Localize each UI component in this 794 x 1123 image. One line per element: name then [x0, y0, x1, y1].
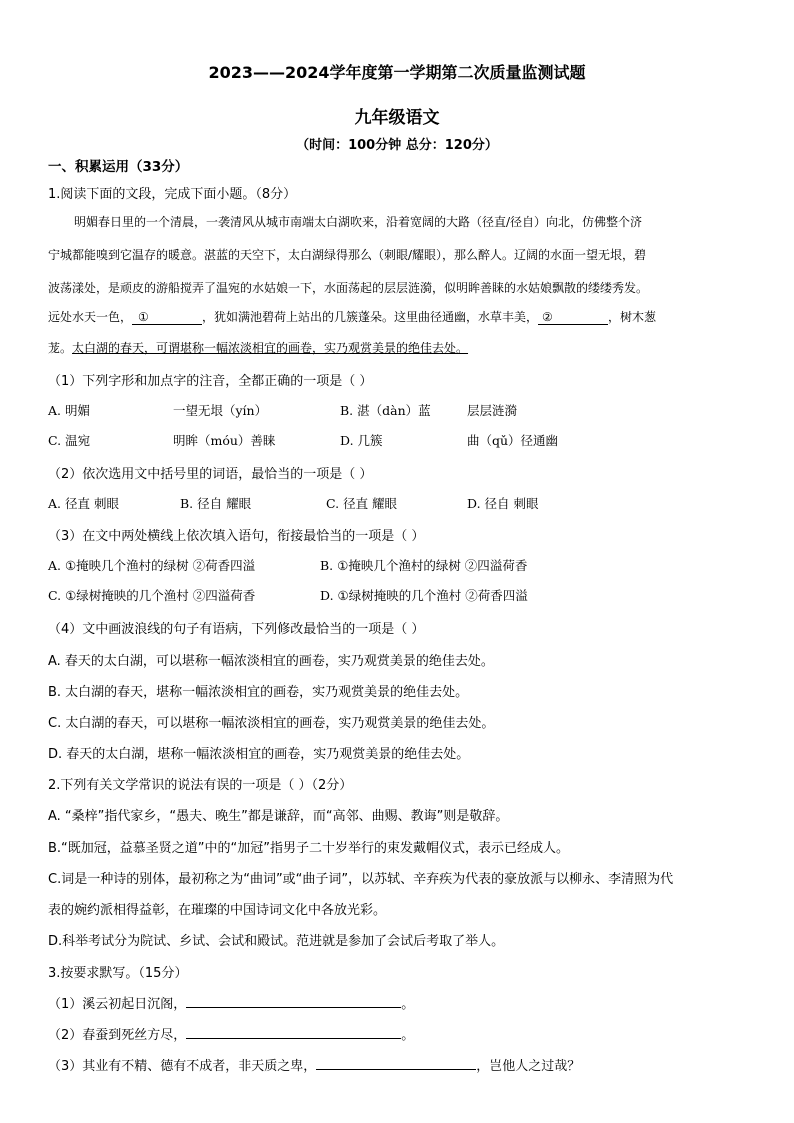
option-a[interactable]: A. 明媚	[48, 403, 90, 418]
wavy-underlined-sentence: 太白湖的春天，可谓堪称一幅浓淡相宜的画卷，实乃观赏美景的绝佳去处。	[72, 341, 469, 355]
option-c[interactable]: C.词是一种诗的别体，最初称之为“曲词”或“曲子词”，以苏轼、辛弃疾为代表的豪放派与以柳永、李清照为代	[48, 872, 674, 887]
q1-sub4-stem: （4）文中画波浪线的句子有语病，下列修改最恰当的一项是（ ）	[48, 622, 425, 637]
option-b-word: 层层涟漪	[467, 403, 518, 418]
option-b[interactable]: B. 径自 耀眼	[180, 496, 252, 511]
option-a[interactable]: A. 春天的太白湖，可以堪称一幅浓淡相宜的画卷，实乃观赏美景的绝佳去处。	[48, 654, 494, 669]
q2-stem: 2.下列有关文学常识的说法有误的一项是（ ）（2分）	[48, 778, 353, 793]
fill-blank-1[interactable]	[132, 310, 202, 325]
exam-title: 2023——2024学年度第一学期第二次质量监测试题	[208, 63, 586, 82]
exam-info: （时间：100分钟 总分：120分）	[296, 138, 498, 153]
passage-line-2: 宁城都能嗅到它温存的暖意。湛蓝的天空下，太白湖绿得那么（刺眼/耀眼），那么醉人。辽阔的水面一望无垠，碧	[48, 248, 647, 262]
option-d[interactable]: D. 春天的太白湖，堪称一幅浓淡相宜的画卷，实乃观赏美景的绝佳去处。	[48, 747, 470, 762]
option-b[interactable]: B.“既加冠，益慕圣贤之道”中的“加冠”指男子二十岁举行的束发戴帽仪式，表示已经成人。	[48, 841, 569, 856]
fill-blank-2[interactable]	[538, 310, 608, 325]
option-b[interactable]: B. 湛（dàn）蓝	[340, 403, 431, 418]
passage-line-5	[48, 339, 468, 356]
q1-sub2-stem: （2）依次选用文中括号里的词语，最恰当的一项是（ ）	[48, 467, 373, 482]
dictation-item-2	[48, 1024, 414, 1043]
option-d[interactable]: D.科举考试分为院试、乡试、会试和殿试。范进就是参加了会试后考取了举人。	[48, 934, 505, 949]
section-heading: 一、积累运用（33分）	[48, 159, 189, 175]
blank-marker: ②	[542, 310, 553, 324]
dictation-end: ，岂他人之过哉？	[476, 1059, 581, 1074]
passage-text: ，犹如满池碧荷上站出的几簇蓬朵。这里曲径通幽，水草丰美，	[202, 310, 539, 324]
q1-sub3-stem: （3）在文中两处横线上依次填入语句，衔接最恰当的一项是（ ）	[48, 529, 425, 544]
option-a[interactable]: A. ①掩映几个渔村的绿树 ②荷香四溢	[48, 558, 256, 573]
passage-line-3: 波荡漾处，是顽皮的游船搅弄了温宛的水姑娘一下，水面荡起的层层涟漪，似明眸善睐的水姑娘飘散的缕缕秀发。	[48, 281, 649, 295]
option-c[interactable]: C. ①绿树掩映的几个渔村 ②四溢荷香	[48, 588, 256, 603]
q1-sub1-stem: （1）下列字形和加点字的注音，全都正确的一项是（ ）	[48, 374, 373, 389]
option-c-pinyin: 明眸（móu）善睐	[173, 433, 276, 448]
dictation-end: 。	[401, 1028, 415, 1043]
option-a[interactable]: A. 径直 刺眼	[48, 496, 119, 511]
passage-line-1: 明媚春日里的一个清晨，一袭清风从城市南端太白湖吹来，沿着宽阔的大路（径直/径自）向北，仿佛整个济	[74, 215, 643, 229]
option-c-cont: 表的婉约派相得益彰，在璀璨的中国诗词文化中各放光彩。	[48, 903, 387, 918]
dictation-end: 。	[401, 997, 415, 1012]
q1-stem: 1.阅读下面的文段，完成下面小题。（8分）	[48, 187, 297, 202]
option-d-pinyin: 曲（qǔ）径通幽	[467, 433, 559, 448]
q3-stem: 3.按要求默写。（15分）	[48, 966, 188, 981]
dictation-prompt: （3）其业有不精、德有不成者，非天质之卑，	[48, 1059, 317, 1074]
passage-text: 远处水天一色，	[48, 310, 133, 324]
option-d[interactable]: D. 几簇	[340, 433, 383, 448]
option-a-pinyin: 一望无垠（yín）	[173, 403, 268, 418]
dictation-item-3	[48, 1055, 580, 1074]
answer-blank[interactable]	[316, 1055, 476, 1070]
option-c[interactable]: C. 太白湖的春天，可以堪称一幅浓淡相宜的画卷，实乃观赏美景的绝佳去处。	[48, 716, 495, 731]
option-d[interactable]: D. ①绿树掩映的几个渔村 ②荷香四溢	[320, 588, 528, 603]
exam-subject: 九年级语文	[354, 108, 440, 128]
dictation-prompt: （2）春蚕到死丝方尽，	[48, 1028, 187, 1043]
option-d[interactable]: D. 径自 刺眼	[467, 496, 539, 511]
option-c[interactable]: C. 温宛	[48, 433, 91, 448]
passage-text: 茏。	[48, 341, 73, 355]
option-b[interactable]: B. ①掩映几个渔村的绿树 ②四溢荷香	[320, 558, 528, 573]
option-a[interactable]: A. “桑梓”指代家乡，“愚夫、晚生”都是谦辞，而“高邻、曲赐、教诲”则是敬辞。	[48, 809, 509, 824]
blank-marker: ①	[138, 310, 149, 324]
option-b[interactable]: B. 太白湖的春天，堪称一幅浓淡相宜的画卷，实乃观赏美景的绝佳去处。	[48, 685, 469, 700]
option-c[interactable]: C. 径直 耀眼	[326, 496, 398, 511]
passage-text: ，树木葱	[608, 310, 657, 324]
answer-blank[interactable]	[186, 993, 401, 1008]
passage-line-4	[48, 308, 656, 325]
dictation-item-1	[48, 993, 414, 1012]
answer-blank[interactable]	[186, 1024, 401, 1039]
dictation-prompt: （1）溪云初起日沉阁，	[48, 997, 187, 1012]
